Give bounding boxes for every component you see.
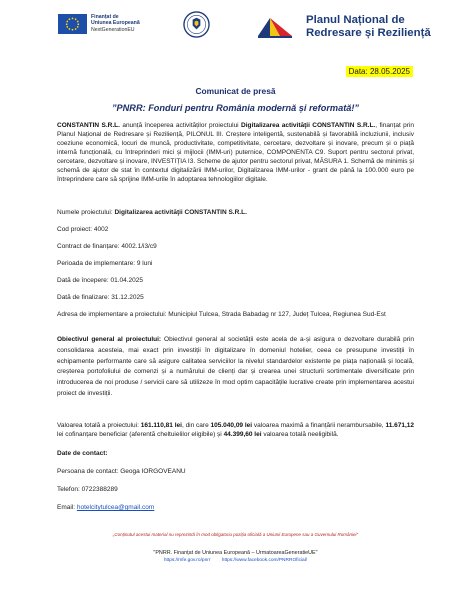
- project-name-label: Numele proiectului:: [57, 209, 115, 216]
- contact-person: Persoana de contact: Geoga IORGOVEANU: [57, 468, 186, 475]
- end-date: Dată de finalizare: 31.12.2025: [57, 294, 144, 301]
- eu-flag-icon: [58, 14, 87, 34]
- date-label: Data: 28.05.2025: [346, 66, 413, 77]
- contact-heading: Date de contact:: [57, 450, 108, 457]
- project-name-bold: Digitalizarea activităţii CONSTANTIN S.R.L.: [241, 122, 376, 129]
- value-text-2: , din care: [181, 422, 211, 429]
- intro-text-2: , finanțat prin Planul Național de Redresare și Reziliență, PILONUL III. Creștere inteligentă, sustenabilă și favorabilă incluziunii, inclusiv coeziune economică, locuri de muncă, productivitate, competitivitate, cercetare, dezvoltare și inovare, precum și o piață internă funcțională, cu întreprinderi mici și mijlocii (IMM-uri) puternice, COMPONENTA C9. Suport pentru sectorul privat, cercetare, dezvoltare și inovare, INVESTIȚIA I3. Scheme de ajutor pentru sectorul privat, MĂSURA 1. Schemă de minimis și schemă de ajutor de stat în contextul digitalizării IMM-urilor, Digitalizarea IMM-urilor - grant de până la 100.000 euro pe întreprindere care să sprijine IMM-urile în adoptarea tehnologiilor digitale.: [57, 122, 415, 183]
- objective-paragraph: [57, 335, 414, 400]
- eu-line-2: Uniunea Europeană: [91, 20, 140, 27]
- footer-funding-line: "PNRR. Finanțat de Uniunea Europeană – UrmatoareaGeneratieUE": [153, 550, 318, 556]
- cofinancing-value: 11.671,12: [385, 422, 414, 429]
- total-value: 161.110,81 lei: [140, 422, 182, 429]
- pnrr-title: [306, 14, 431, 40]
- intro-paragraph: [57, 121, 414, 184]
- eu-line-1: Finanțat de: [91, 14, 119, 20]
- page-subtitle: ”PNRR: Fonduri pentru România modernă și reformată!”: [111, 103, 360, 113]
- email-link[interactable]: hotelcitytulcea@gmail.com: [76, 504, 155, 511]
- max-funding-value: 105.040,09 lei: [210, 422, 253, 429]
- eu-funding-label: [91, 14, 140, 33]
- value-text-4: lei cofinanțare beneficiar (aferentă cheltuielilor eligibile) și: [57, 431, 224, 438]
- value-text-1: Valoarea totală a proiectului:: [57, 422, 141, 429]
- company-name: CONSTANTIN S.R.L.: [57, 122, 120, 129]
- contact-phone: Telefon: 0722388289: [57, 486, 118, 493]
- implementation-address: Adresa de implementare a proiectului: Municipiul Tulcea, Strada Babadag nr 127, Județ Tulcea, Regiunea Sud-Est: [57, 311, 386, 318]
- pnrr-line-1: Planul Național de: [306, 14, 405, 26]
- ineligible-value: 44.399,60 lei: [223, 431, 262, 438]
- eu-line-3: NextGenerationEU: [91, 26, 135, 33]
- intro-text-1: anunță începerea activităților proiectului: [119, 122, 239, 129]
- project-value-paragraph: [57, 421, 414, 439]
- romanian-government-seal-icon: [183, 11, 210, 38]
- value-text-3: valoarea maximă a finanțării nerambursabile,: [252, 422, 386, 429]
- pnrr-line-2: Redresare și Reziliență: [306, 27, 431, 40]
- facebook-link[interactable]: https://www.facebook.com/PNRROficial/: [221, 558, 308, 563]
- page-title: Comunicat de presă: [195, 86, 276, 96]
- mfe-link[interactable]: https://mfe.gov.ro/pnrr: [163, 558, 211, 563]
- contact-email-row: [57, 503, 414, 512]
- email-label: Email:: [57, 504, 77, 511]
- objective-text: Obiectivul general al societății este acela de a-și asigura o dezvoltare durabilă prin consolidarea acesteia, mai exact prin investiții în digitalizare în domeniul hotelier, ceea ce presupune investiții în echipamente performante care să asigure calitatea serviciilor la nivelul standardelor existente pe piața națională și locală, creșterea portofoliului de comenzi și a numărului de clienți dar și crearea unei structurii sortimentale diversificate prin introducerea de noi produse / servicii care să utilizeze în mod optim capacitățile lucrative create prin implementarea acestui proiect de investiții.: [57, 336, 414, 397]
- project-name-value: Digitalizarea activităţii CONSTANTIN S.R.L.: [114, 209, 247, 216]
- footer-disclaimer: „Conținutul acestui material nu reprezintă în mod obligatoriu poziția oficială a Uniunii Europene sau a Guvernului României”: [112, 532, 359, 537]
- contract-number: Contract de finanțare: 4002.1/i3/c9: [57, 243, 157, 250]
- implementation-period: Perioada de implementare: 9 luni: [57, 260, 153, 267]
- value-text-5: valoarea totală neeligibilă.: [261, 431, 339, 438]
- start-date: Dată de începere: 01.04.2025: [57, 277, 144, 284]
- pnrr-logo-icon: [256, 14, 294, 40]
- project-name-row: [57, 208, 414, 217]
- footer-links: [0, 558, 471, 563]
- project-code: Cod proiect: 4002: [57, 226, 109, 233]
- objective-label: Obiectivul general al proiectului:: [57, 336, 162, 343]
